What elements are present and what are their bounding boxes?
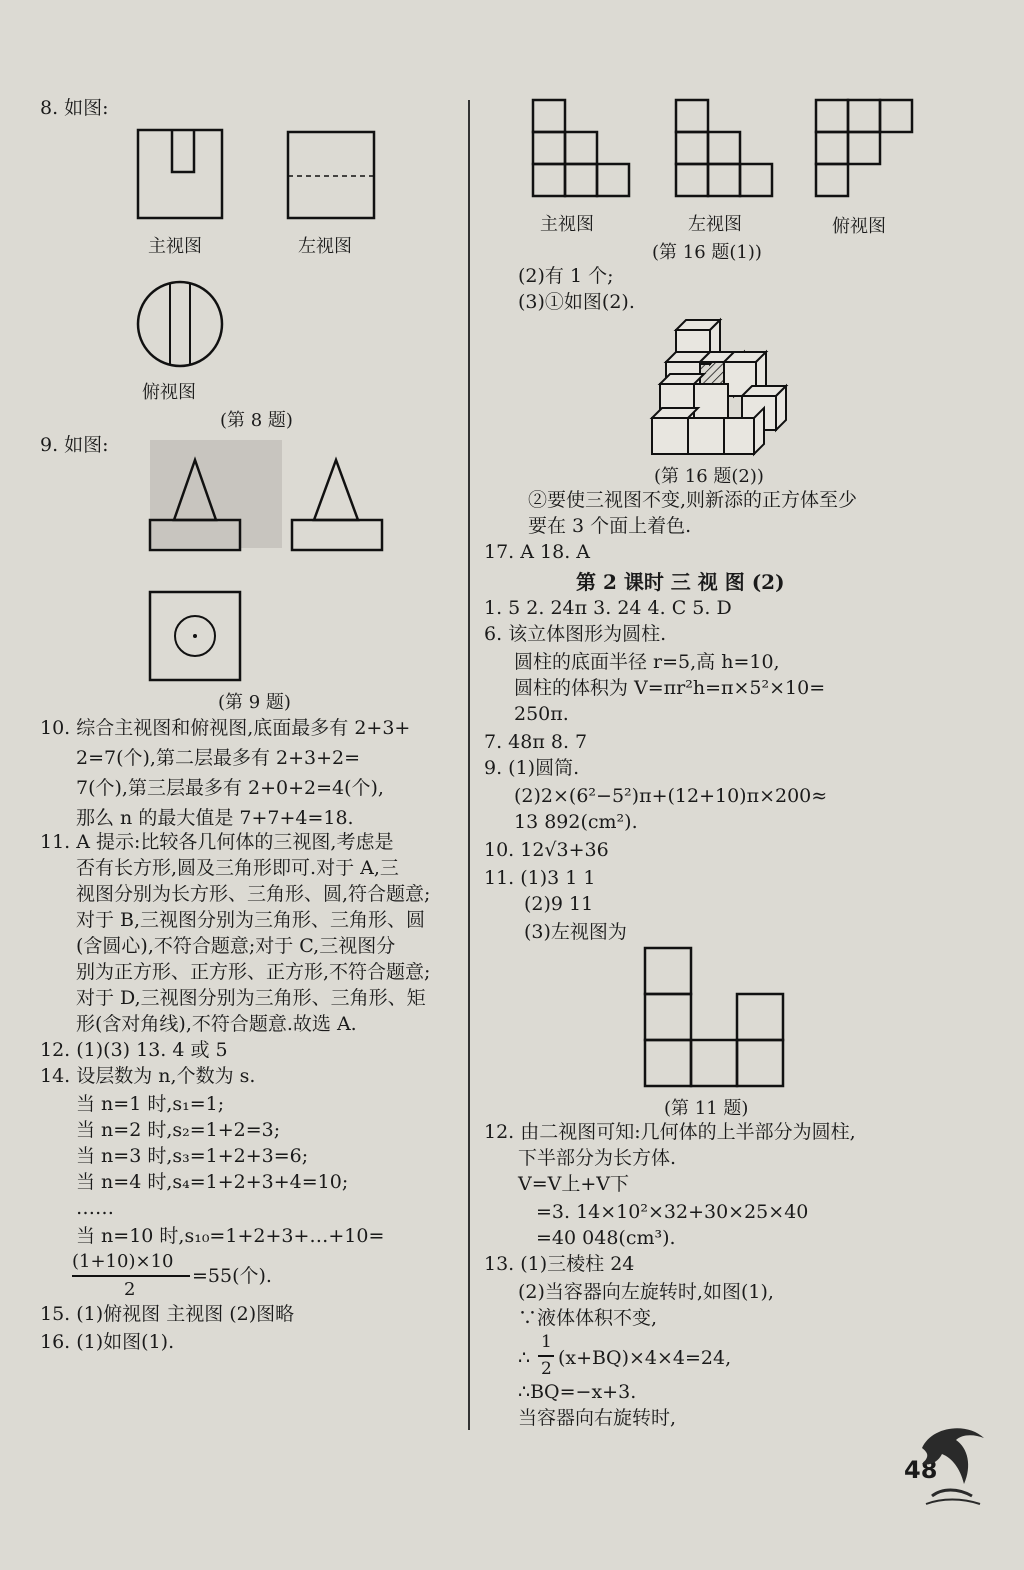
a13-line4-tail: (x+BQ)×4×4=24, <box>558 1347 732 1369</box>
q14-line4: 当 n=3 时,s₃=1+2+3=6; <box>76 1145 309 1167</box>
a13-frac-num: 1 <box>541 1332 552 1352</box>
q14-frac-den: 2 <box>124 1279 136 1300</box>
q8-top-caption: 俯视图 <box>142 382 196 403</box>
a9-line3: 13 892(cm²). <box>514 811 638 833</box>
q14-frac-num: (1+10)×10 <box>72 1251 174 1272</box>
q12-13: 12. (1)(3) 13. 4 或 5 <box>40 1039 228 1061</box>
q16-intro: 16. (1)如图(1). <box>40 1331 175 1353</box>
q16-left-caption: 左视图 <box>688 214 742 235</box>
a11-fig-caption: (第 11 题) <box>664 1098 749 1119</box>
a6-line1: 6. 该立体图形为圆柱. <box>484 623 667 645</box>
q16-fig1-caption: (第 16 题(1)) <box>652 242 762 263</box>
q11-line6: 别为正方形、正方形、正方形,不符合题意; <box>76 961 431 983</box>
q17-18: 17. A 18. A <box>484 541 590 563</box>
q16-part3: (3)①如图(2). <box>518 291 635 313</box>
a13-line2: (2)当容器向左旋转时,如图(1), <box>518 1281 774 1303</box>
q11-line2: 否有长方形,圆及三角形即可.对于 A,三 <box>76 857 399 879</box>
a1-5: 1. 5 2. 24π 3. 24 4. C 5. D <box>484 597 732 619</box>
q11-line7: 对于 D,三视图分别为三角形、三角形、矩 <box>76 987 426 1009</box>
a12-line2: 下半部分为长方体. <box>518 1147 677 1169</box>
a7-8: 7. 48π 8. 7 <box>484 731 588 753</box>
q8-left-caption: 左视图 <box>298 236 352 257</box>
q16-top-caption: 俯视图 <box>832 216 886 237</box>
q14-line7: 当 n=10 时,s₁₀=1+2+3+…+10= <box>76 1225 385 1247</box>
dolphin-icon <box>912 1418 992 1508</box>
q11-line1: 11. A 提示:比较各几何体的三视图,考虑是 <box>40 831 394 853</box>
q11-line5: (含圆心),不符合题意;对于 C,三视图分 <box>76 935 396 957</box>
a11-line1: 11. (1)3 1 1 <box>484 867 596 889</box>
q8-label: 8. 如图: <box>40 97 109 119</box>
q16-3b-line2: 要在 3 个面上着色. <box>528 515 692 537</box>
a13-line3: ∵液体体积不变, <box>518 1307 658 1329</box>
q14-frac-tail: =55(个). <box>192 1265 272 1287</box>
q10-line1: 10. 综合主视图和俯视图,底面最多有 2+3+ <box>40 717 411 739</box>
a12-line3: V=V上+V下 <box>518 1173 630 1195</box>
q10-line3: 7(个),第三层最多有 2+0+2=4(个), <box>76 777 384 799</box>
page-number: 48 <box>904 1456 938 1484</box>
a6-line3: 圆柱的体积为 V=πr²h=π×5²×10= <box>514 677 826 699</box>
q8-fig-caption: (第 8 题) <box>220 410 293 431</box>
q16-main-caption: 主视图 <box>540 214 594 235</box>
q16-3b-line1: ②要使三视图不变,则新添的正方体至少 <box>528 489 858 511</box>
q11-line3: 视图分别为长方形、三角形、圆,符合题意; <box>76 883 431 905</box>
section-title: 第 2 课时 三 视 图 (2) <box>576 570 785 594</box>
a12-line5: =40 048(cm³). <box>536 1227 676 1249</box>
q8-main-caption: 主视图 <box>148 236 202 257</box>
a12-line1: 12. 由二视图可知:几何体的上半部分为圆柱, <box>484 1121 856 1143</box>
q10-line2: 2=7(个),第二层最多有 2+3+2= <box>76 747 361 769</box>
q14-line6: …… <box>76 1197 114 1219</box>
q9-label: 9. 如图: <box>40 434 109 456</box>
a12-line4: =3. 14×10²×32+30×25×40 <box>536 1201 809 1223</box>
q9-fig-caption: (第 9 题) <box>218 692 291 713</box>
a13-line6: 当容器向右旋转时, <box>518 1407 677 1429</box>
q11-line4: 对于 B,三视图分别为三角形、三角形、圆 <box>76 909 426 931</box>
a6-line2: 圆柱的底面半径 r=5,高 h=10, <box>514 651 780 673</box>
q14-line2: 当 n=1 时,s₁=1; <box>76 1093 225 1115</box>
q16-part2: (2)有 1 个; <box>518 265 614 287</box>
a13-line1: 13. (1)三棱柱 24 <box>484 1253 635 1275</box>
q15: 15. (1)俯视图 主视图 (2)图略 <box>40 1303 295 1325</box>
q14-line5: 当 n=4 时,s₄=1+2+3+4=10; <box>76 1171 349 1193</box>
q14-line1: 14. 设层数为 n,个数为 s. <box>40 1065 256 1087</box>
a11-line3: (3)左视图为 <box>524 921 627 943</box>
q11-line8: 形(含对角线),不符合题意.故选 A. <box>76 1013 357 1035</box>
a13-line4-pre: ∴ <box>518 1347 531 1369</box>
a9-line1: 9. (1)圆筒. <box>484 757 580 779</box>
a9-line2: (2)2×(6²−5²)π+(12+10)π×200≈ <box>514 785 828 807</box>
a6-line4: 250π. <box>514 703 569 725</box>
a11-line2: (2)9 11 <box>524 893 594 915</box>
q10-line4: 那么 n 的最大值是 7+7+4=18. <box>76 807 354 829</box>
a13-frac-den: 2 <box>541 1359 552 1379</box>
a10: 10. 12√3+36 <box>484 839 609 861</box>
q16-fig2-caption: (第 16 题(2)) <box>654 466 764 487</box>
a13-line5: ∴BQ=−x+3. <box>518 1381 637 1403</box>
q14-line3: 当 n=2 时,s₂=1+2=3; <box>76 1119 281 1141</box>
